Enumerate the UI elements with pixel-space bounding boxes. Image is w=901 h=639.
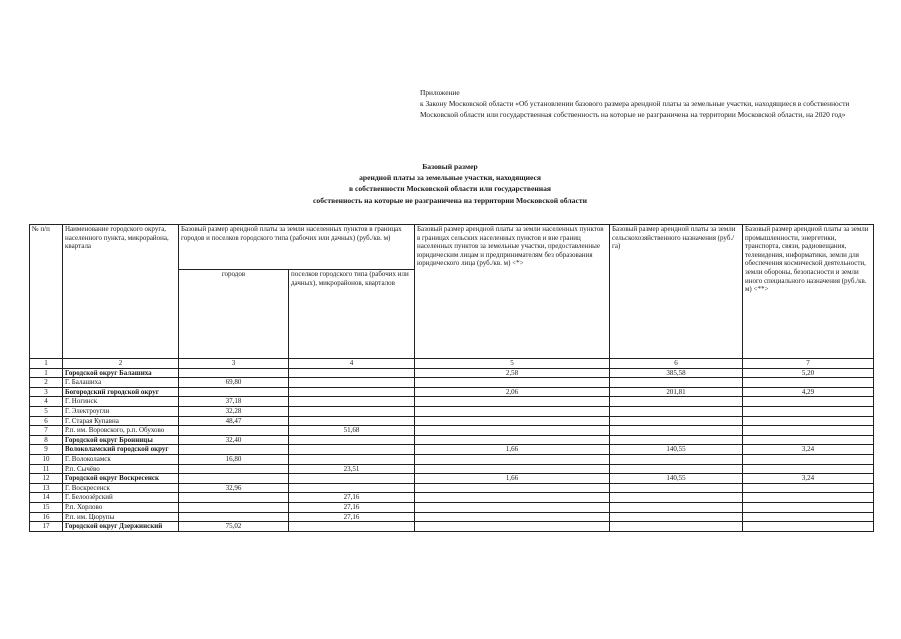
row-name: Городской округ Бронницы xyxy=(63,435,179,445)
row-name: Г. Ногинск xyxy=(63,397,179,407)
cell-agri: 140,55 xyxy=(610,445,743,455)
cell-agri: 385,58 xyxy=(610,368,743,378)
row-name: Р.п. Хорлово xyxy=(63,502,179,512)
cell-cities: 48,47 xyxy=(179,416,289,426)
cell-agri: 140,55 xyxy=(610,474,743,484)
cell-cities xyxy=(179,474,289,484)
cell-industry xyxy=(743,464,874,474)
row-name: Р.п. им. Воровского, р.п. Обухово xyxy=(63,426,179,436)
document-title xyxy=(220,161,680,206)
cell-industry xyxy=(743,406,874,416)
row-number: 9 xyxy=(30,445,63,455)
cell-industry: 3,24 xyxy=(743,474,874,484)
cell-rural xyxy=(415,522,610,532)
cell-agri xyxy=(610,522,743,532)
cell-agri xyxy=(610,454,743,464)
row-number: 14 xyxy=(30,493,63,503)
table-row xyxy=(30,368,874,378)
table-row xyxy=(30,416,874,426)
title-line-2: арендной платы за земельные участки, находящиеся xyxy=(359,173,541,183)
row-number: 5 xyxy=(30,406,63,416)
header-agri: Базовый размер арендной платы за земли сельскохозяйственного назначения (руб./га) xyxy=(610,225,743,359)
colnum: 7 xyxy=(743,359,874,369)
cell-towns xyxy=(289,406,415,416)
cell-cities: 32,96 xyxy=(179,483,289,493)
title-line-3: в собственности Московской области или государственная xyxy=(349,184,551,194)
cell-cities xyxy=(179,387,289,397)
table-row xyxy=(30,474,874,484)
colnum: 5 xyxy=(415,359,610,369)
header-name: Наименование городского округа, населенного пункта, микрорайона, квартала xyxy=(63,225,179,359)
cell-cities: 69,80 xyxy=(179,378,289,388)
cell-rural: 1,66 xyxy=(415,474,610,484)
cell-rural xyxy=(415,435,610,445)
cell-industry xyxy=(743,454,874,464)
table-row xyxy=(30,406,874,416)
row-name: Богородский городской округ xyxy=(63,387,179,397)
row-name: Г. Воскресенск xyxy=(63,483,179,493)
cell-rural xyxy=(415,502,610,512)
cell-towns xyxy=(289,416,415,426)
cell-cities: 32,40 xyxy=(179,435,289,445)
row-number: 7 xyxy=(30,426,63,436)
table-row xyxy=(30,464,874,474)
appendix-text: к Закону Московской области «Об установлении базового размера арендной платы за земельные участки, находящиеся в собственности Московской области или государственная собственность на которые не разграничена на территории Московской области, на 2020 год» xyxy=(420,99,850,119)
cell-agri xyxy=(610,493,743,503)
cell-industry: 3,24 xyxy=(743,445,874,455)
cell-industry xyxy=(743,493,874,503)
cell-rural xyxy=(415,454,610,464)
row-number: 17 xyxy=(30,522,63,532)
cell-cities: 37,18 xyxy=(179,397,289,407)
table-row xyxy=(30,378,874,388)
cell-towns: 51,68 xyxy=(289,426,415,436)
cell-cities xyxy=(179,368,289,378)
row-number: 4 xyxy=(30,397,63,407)
cell-towns: 27,16 xyxy=(289,512,415,522)
cell-cities: 75,02 xyxy=(179,522,289,532)
row-name: Городской округ Дзержинский xyxy=(63,522,179,532)
colnum: 3 xyxy=(179,359,289,369)
table-row xyxy=(30,426,874,436)
cell-towns xyxy=(289,368,415,378)
row-name: Городской округ Балашиха xyxy=(63,368,179,378)
header-towns: поселков городского типа (рабочих или дачных), микрорайонов, кварталов xyxy=(289,270,415,359)
cell-towns: 27,16 xyxy=(289,493,415,503)
colnum: 1 xyxy=(30,359,63,369)
header-row-1 xyxy=(30,225,874,270)
table-row xyxy=(30,483,874,493)
row-name: Р.п. Сычёво xyxy=(63,464,179,474)
colnum: 2 xyxy=(63,359,179,369)
header-industry: Базовый размер арендной платы за земли промышленности, энергетики, транспорта, связи, радиовещания, телевидения, информатики, земли для обеспечения космической деятельности, земли обороны, безопасности и земли иного специального назначения (руб./кв. м) <**> xyxy=(743,225,874,359)
cell-industry xyxy=(743,522,874,532)
cell-industry xyxy=(743,512,874,522)
table-row xyxy=(30,522,874,532)
cell-agri xyxy=(610,378,743,388)
cell-industry xyxy=(743,416,874,426)
cell-cities xyxy=(179,512,289,522)
cell-towns xyxy=(289,378,415,388)
row-number: 12 xyxy=(30,474,63,484)
row-name: Р.п. им. Цюрупы xyxy=(63,512,179,522)
cell-agri xyxy=(610,426,743,436)
cell-towns: 27,16 xyxy=(289,502,415,512)
row-name: Г. Старая Купавна xyxy=(63,416,179,426)
header-cities: городов xyxy=(179,270,289,359)
appendix-block xyxy=(420,87,880,120)
table-row xyxy=(30,512,874,522)
cell-rural: 2,06 xyxy=(415,387,610,397)
header-rural: Базовый размер арендной платы за земли населенных пунктов в границах сельских населенных пунктов и вне границ населенных пунктов за земельные участки, предоставленные юридическим лицам и предпринимателям без образования юридического лица (руб./кв. м) <*> xyxy=(415,225,610,359)
cell-industry xyxy=(743,502,874,512)
cell-industry xyxy=(743,378,874,388)
table-row xyxy=(30,493,874,503)
cell-towns xyxy=(289,435,415,445)
cell-rural: 1,66 xyxy=(415,445,610,455)
colnum: 6 xyxy=(610,359,743,369)
row-name: Городской округ Воскресенск xyxy=(63,474,179,484)
header-num: № п/п xyxy=(30,225,63,359)
cell-rural xyxy=(415,512,610,522)
cell-towns xyxy=(289,522,415,532)
cell-towns xyxy=(289,454,415,464)
row-number: 3 xyxy=(30,387,63,397)
row-number: 2 xyxy=(30,378,63,388)
cell-agri xyxy=(610,397,743,407)
cell-industry: 5,20 xyxy=(743,368,874,378)
row-name: Г. Белоозёрский xyxy=(63,493,179,503)
cell-agri xyxy=(610,502,743,512)
row-number: 10 xyxy=(30,454,63,464)
cell-towns xyxy=(289,387,415,397)
cell-rural xyxy=(415,493,610,503)
cell-rural xyxy=(415,378,610,388)
row-number: 13 xyxy=(30,483,63,493)
cell-agri xyxy=(610,416,743,426)
cell-industry xyxy=(743,397,874,407)
table-row xyxy=(30,502,874,512)
row-name: Г. Электроугли xyxy=(63,406,179,416)
cell-cities xyxy=(179,426,289,436)
cell-towns xyxy=(289,445,415,455)
row-number: 15 xyxy=(30,502,63,512)
cell-towns: 23,51 xyxy=(289,464,415,474)
cell-rural xyxy=(415,406,610,416)
cell-rural xyxy=(415,464,610,474)
table-row xyxy=(30,397,874,407)
table-row xyxy=(30,435,874,445)
cell-agri: 201,81 xyxy=(610,387,743,397)
cell-industry xyxy=(743,435,874,445)
cell-cities xyxy=(179,502,289,512)
cell-cities xyxy=(179,493,289,503)
cell-cities xyxy=(179,445,289,455)
cell-agri xyxy=(610,512,743,522)
cell-rural xyxy=(415,483,610,493)
row-name: Волоколамский городской округ xyxy=(63,445,179,455)
rent-rates-table xyxy=(29,224,874,532)
cell-industry xyxy=(743,483,874,493)
row-number: 6 xyxy=(30,416,63,426)
cell-industry xyxy=(743,426,874,436)
cell-rural xyxy=(415,416,610,426)
cell-towns xyxy=(289,474,415,484)
cell-cities: 16,80 xyxy=(179,454,289,464)
cell-agri xyxy=(610,435,743,445)
cell-agri xyxy=(610,483,743,493)
title-line-4: собственность на которые не разграничена на территории Московской области xyxy=(313,195,587,205)
table-row xyxy=(30,445,874,455)
title-line-1: Базовый размер xyxy=(422,162,478,171)
cell-rural xyxy=(415,397,610,407)
row-number: 16 xyxy=(30,512,63,522)
cell-cities xyxy=(179,464,289,474)
cell-towns xyxy=(289,397,415,407)
cell-towns xyxy=(289,483,415,493)
column-number-row xyxy=(30,359,874,369)
row-name: Г. Волоколамск xyxy=(63,454,179,464)
row-number: 8 xyxy=(30,435,63,445)
row-name: Г. Балашиха xyxy=(63,378,179,388)
cell-rural xyxy=(415,426,610,436)
table-row xyxy=(30,387,874,397)
header-settlements: Базовый размер арендной платы за земли населенных пунктов в границах городов и поселков городского типа (рабочих или дачных) (руб./кв. м) xyxy=(179,225,415,270)
cell-agri xyxy=(610,406,743,416)
cell-rural: 2,58 xyxy=(415,368,610,378)
cell-cities: 32,28 xyxy=(179,406,289,416)
cell-agri xyxy=(610,464,743,474)
appendix-heading: Приложение xyxy=(420,88,460,97)
row-number: 1 xyxy=(30,368,63,378)
row-number: 11 xyxy=(30,464,63,474)
table-row xyxy=(30,454,874,464)
cell-industry: 4,29 xyxy=(743,387,874,397)
colnum: 4 xyxy=(289,359,415,369)
